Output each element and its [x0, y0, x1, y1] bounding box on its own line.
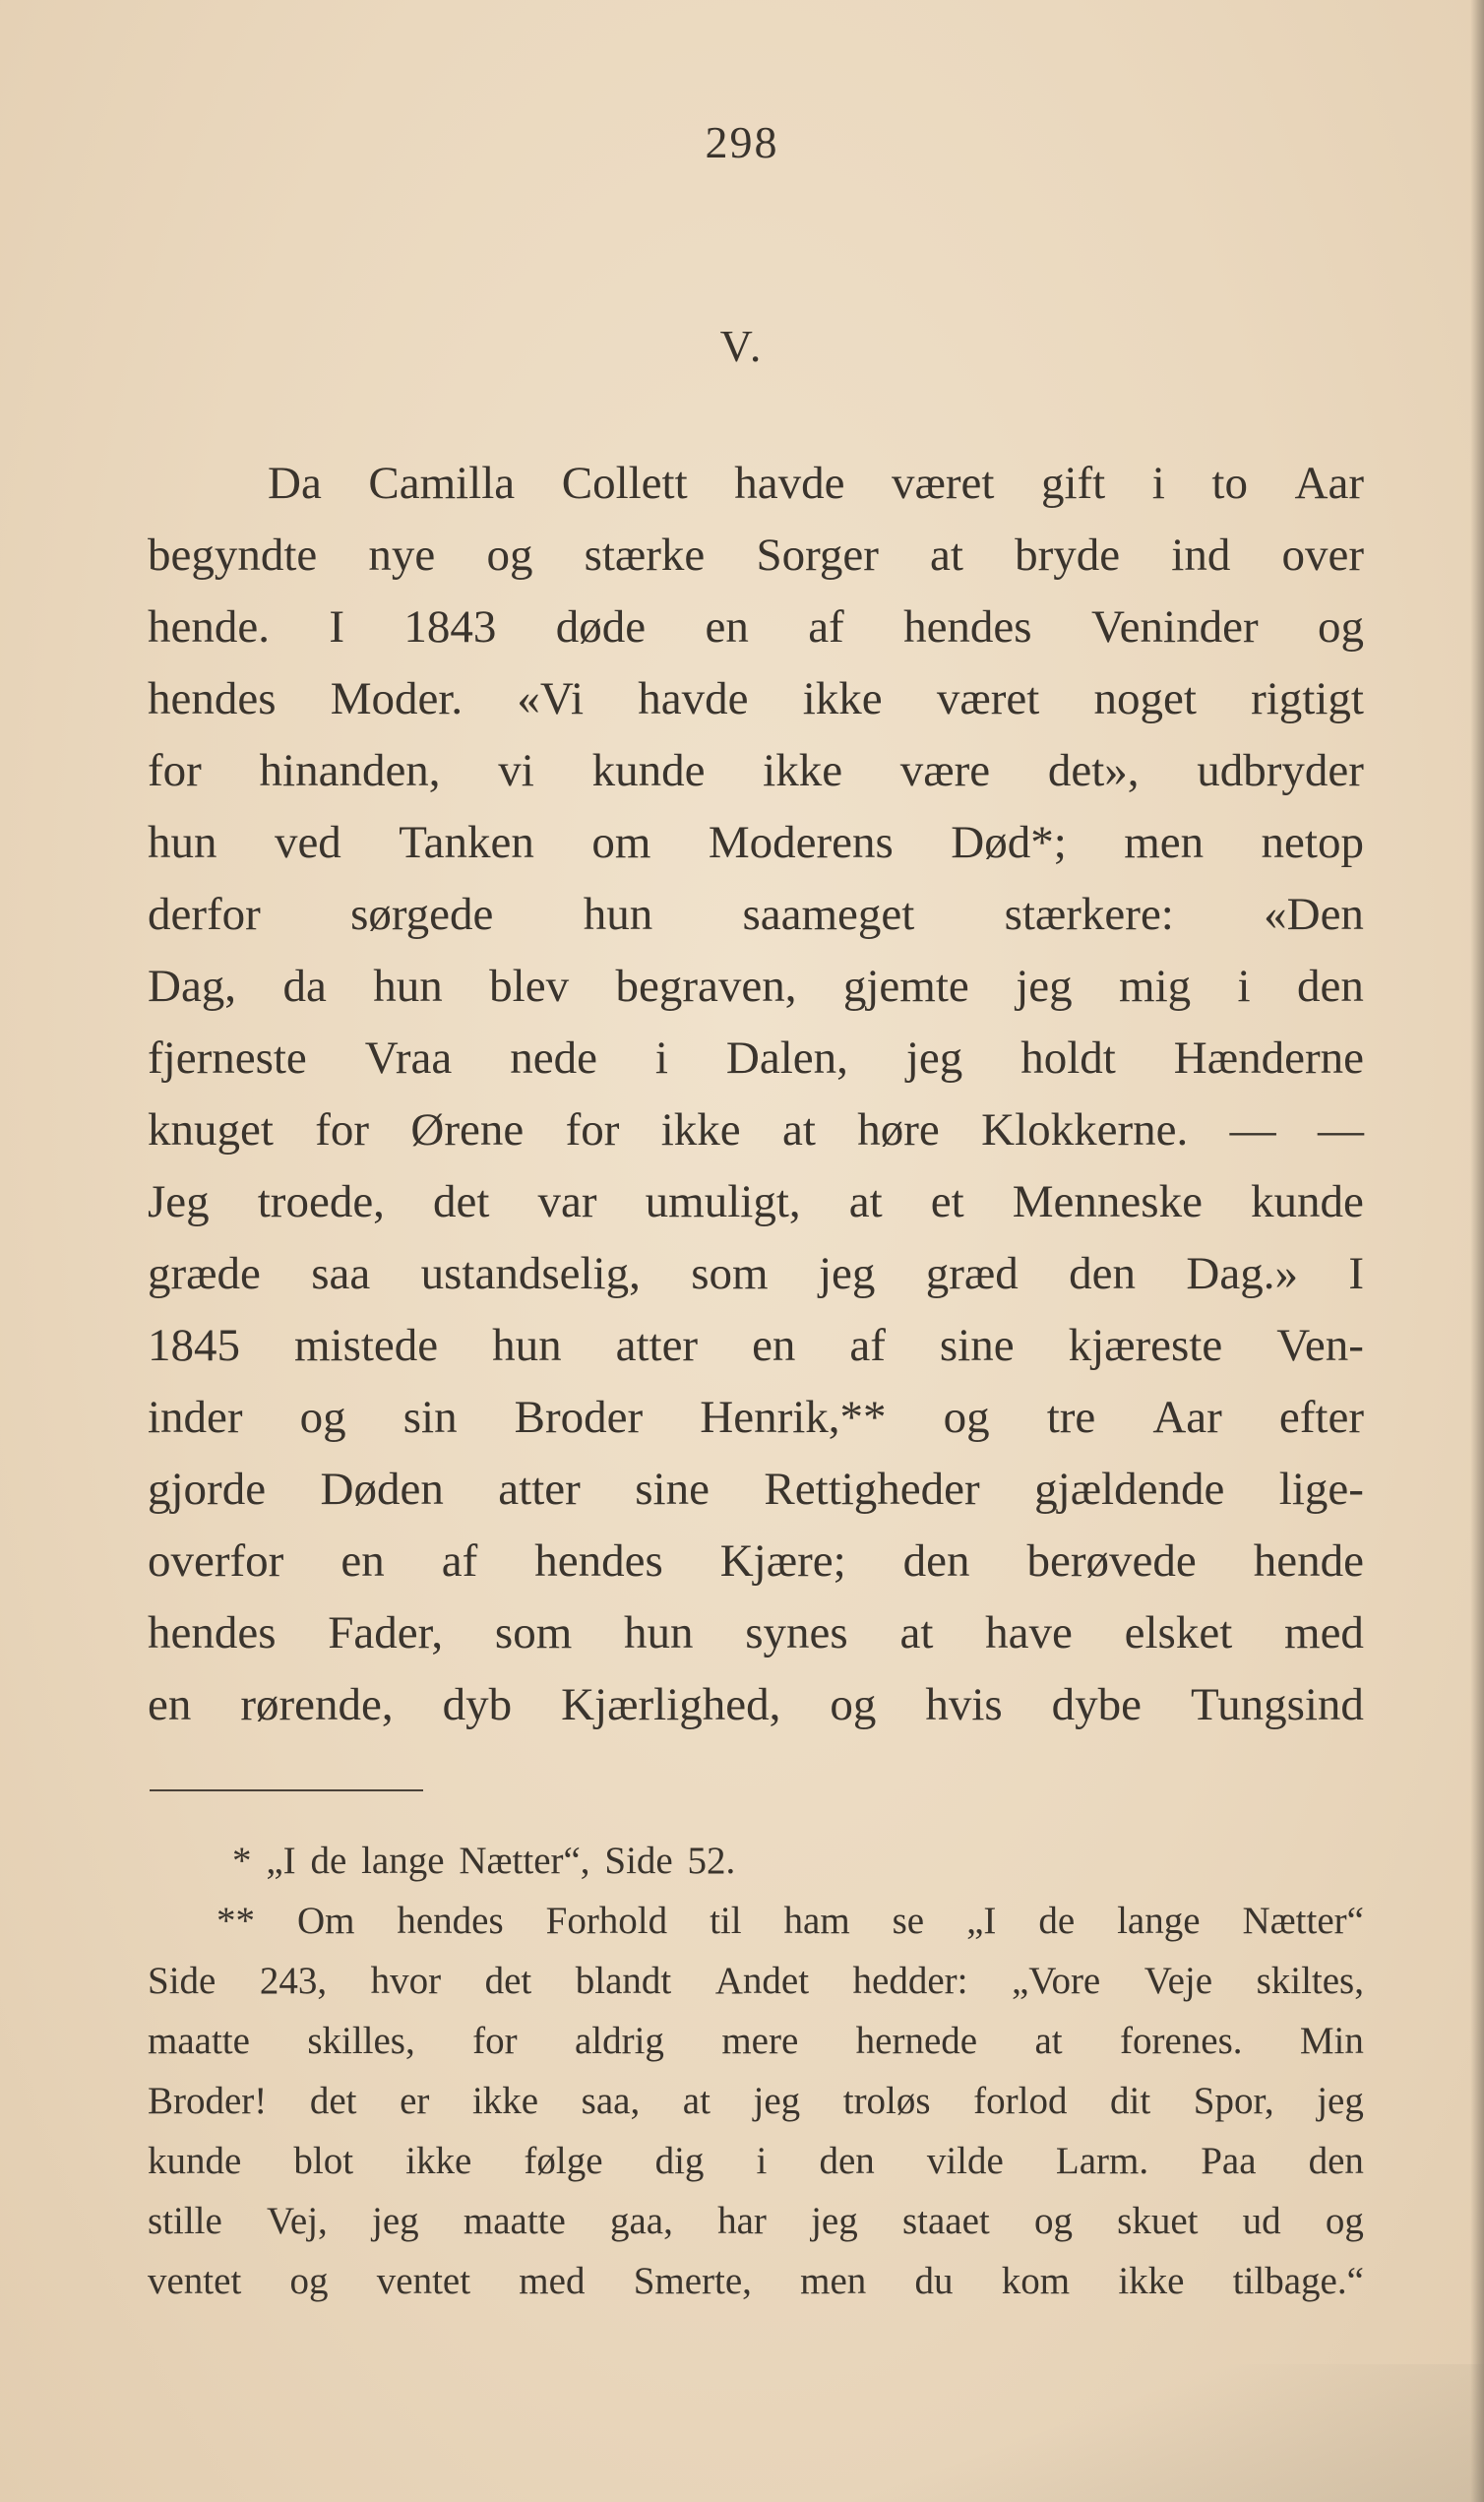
text-line: gjorde Døden atter sine Rettigheder gjældende lige-: [148, 1464, 1364, 1515]
text-line: fjerneste Vraa nede i Dalen, jeg holdt Hænderne: [148, 1032, 1364, 1084]
text-line: derfor sørgede hun saameget stærkere: «Den: [148, 889, 1364, 940]
text-line: hendes Moder. «Vi havde ikke været noget rigtigt: [148, 673, 1364, 724]
footnote-rule: [150, 1789, 423, 1791]
text-line: en rørende, dyb Kjærlighed, og hvis dybe Tungsind: [148, 1679, 1364, 1730]
text-line: Jeg troede, det var umuligt, at et Menneske kunde: [148, 1176, 1364, 1227]
text-line: knuget for Ørene for ikke at høre Klokkerne. — —: [148, 1104, 1364, 1156]
footnote-line: ** Om hendes Forhold til ham se „I de lange Nætter“: [216, 1900, 1364, 1942]
page-edge-shadow: [1470, 0, 1484, 2502]
footnote-line: * „I de lange Nætter“, Side 52.: [232, 1840, 736, 1882]
text-line: Da Camilla Collett havde været gift i to Aar: [268, 458, 1364, 509]
text-line: hun ved Tanken om Moderens Død*; men netop: [148, 817, 1364, 868]
footnotes: [148, 1831, 1364, 2311]
footnote-line: ventet og ventet med Smerte, men du kom ikke tilbage.“: [148, 2260, 1364, 2302]
text-line: inder og sin Broder Henrik,** og tre Aar efter: [148, 1392, 1364, 1443]
text-line: hende. I 1843 døde en af hendes Veninder og: [148, 601, 1364, 653]
page-number: 298: [705, 117, 779, 167]
body-text: [148, 448, 1364, 1741]
page-wear-mark: [795, 2364, 1484, 2502]
text-line: hendes Fader, som hun synes at have elsket med: [148, 1607, 1364, 1658]
text-line: græde saa ustandselig, som jeg græd den Dag.» I: [148, 1248, 1364, 1299]
footnote-line: maatte skilles, for aldrig mere hernede at forenes. Min: [148, 2020, 1364, 2062]
footnote-line: kunde blot ikke følge dig i den vilde Larm. Paa den: [148, 2140, 1364, 2182]
text-line: Dag, da hun blev begraven, gjemte jeg mig i den: [148, 961, 1364, 1012]
text-line: overfor en af hendes Kjære; den berøvede hende: [148, 1535, 1364, 1587]
footnote-line: Side 243, hvor det blandt Andet hedder: „Vore Veje skiltes,: [148, 1960, 1364, 2002]
footnote-line: Broder! det er ikke saa, at jeg troløs forlod dit Spor, jeg: [148, 2080, 1364, 2122]
text-line: begyndte nye og stærke Sorger at bryde ind over: [148, 530, 1364, 581]
footnote-line: stille Vej, jeg maatte gaa, har jeg staaet og skuet ud og: [148, 2200, 1364, 2242]
text-line: 1845 mistede hun atter en af sine kjæreste Ven-: [148, 1320, 1364, 1371]
chapter-heading: V.: [719, 321, 765, 371]
text-line: for hinanden, vi kunde ikke være det», udbryder: [148, 745, 1364, 796]
